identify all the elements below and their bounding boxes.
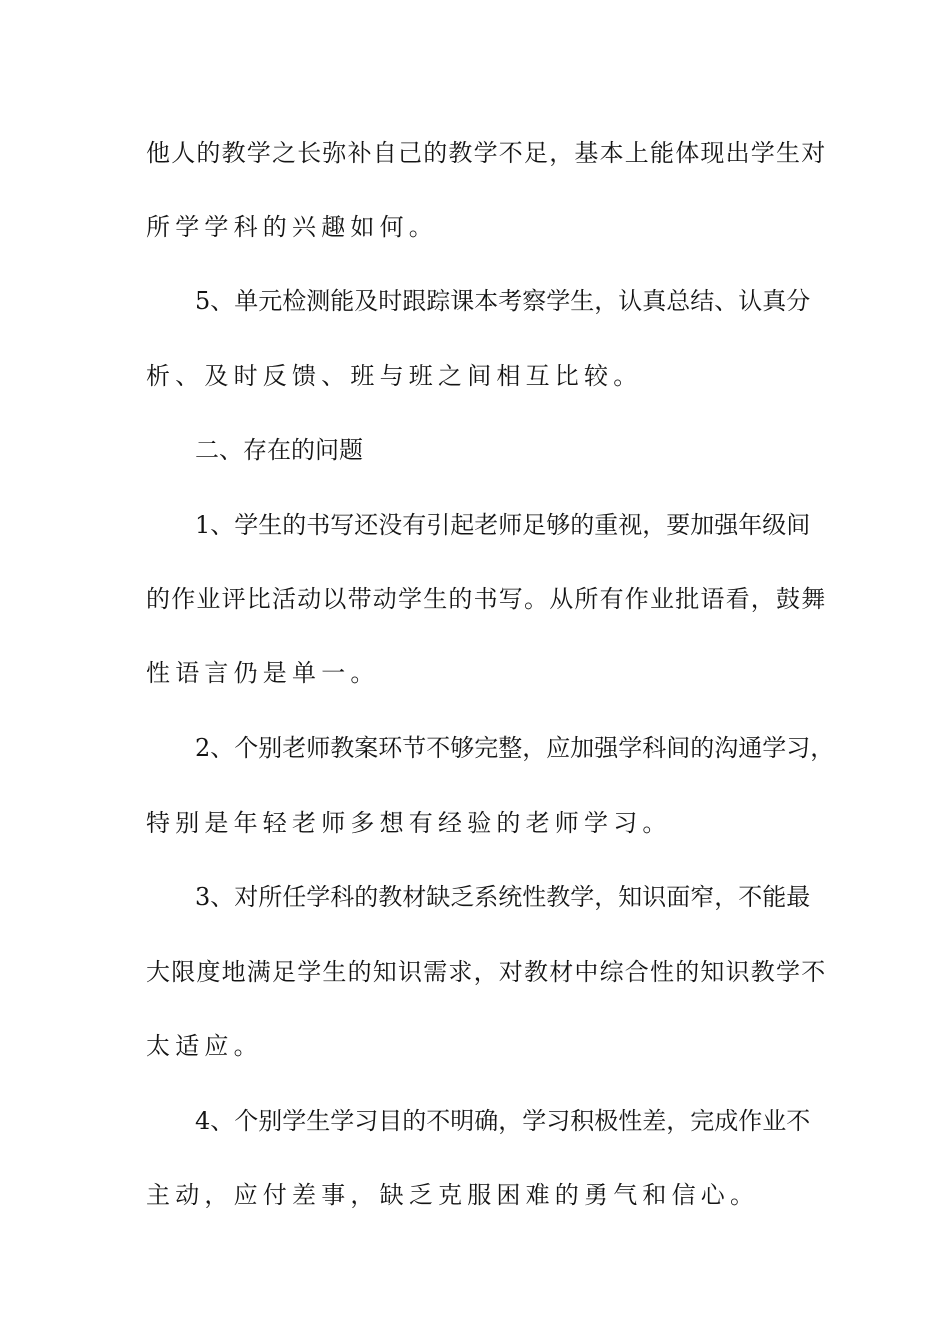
text-line: 所学学科的兴趣如何。 xyxy=(146,213,438,241)
text-line: 2、个别老师教案环节不够完整，应加强学科间的沟通学习， xyxy=(195,734,835,762)
section-heading: 二、存在的问题 xyxy=(195,436,363,464)
text-line: 太适应。 xyxy=(146,1032,263,1060)
text-line: 析、及时反馈、班与班之间相互比较。 xyxy=(146,362,643,390)
text-line: 3、对所任学科的教材缺乏系统性教学，知识面窄，不能最 xyxy=(195,883,811,911)
text-line: 性语言仍是单一。 xyxy=(146,659,380,687)
text-line: 1、学生的书写还没有引起老师足够的重视，要加强年级间 xyxy=(195,511,811,539)
text-line: 特别是年轻老师多想有经验的老师学习。 xyxy=(146,809,672,837)
text-line: 5、单元检测能及时跟踪课本考察学生，认真总结、认真分 xyxy=(195,287,811,315)
text-line: 他人的教学之长弥补自己的教学不足，基本上能体现出学生对 xyxy=(146,139,827,167)
text-line: 主动，应付差事，缺乏克服困难的勇气和信心。 xyxy=(146,1181,760,1209)
text-line: 大限度地满足学生的知识需求，对教材中综合性的知识教学不 xyxy=(146,958,827,986)
text-line: 的作业评比活动以带动学生的书写。从所有作业批语看，鼓舞 xyxy=(146,585,827,613)
text-line: 4、个别学生学习目的不明确，学习积极性差，完成作业不 xyxy=(195,1107,811,1135)
